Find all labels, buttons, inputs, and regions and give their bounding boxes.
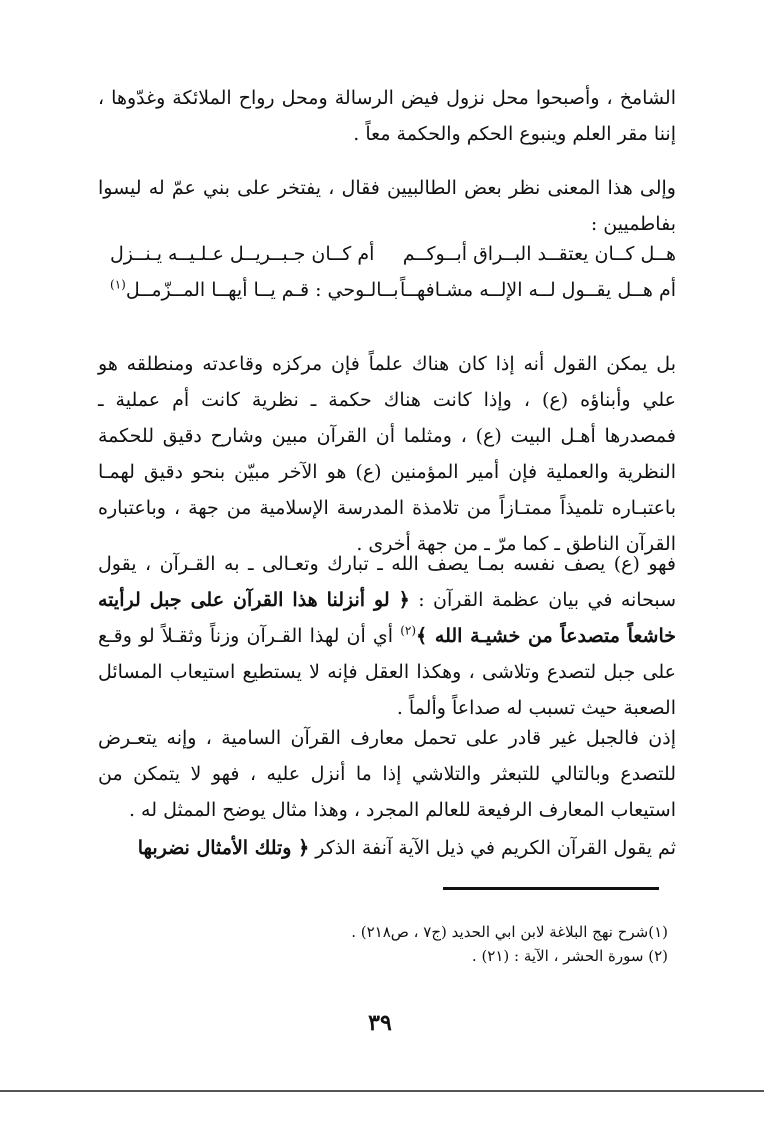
footnote-divider (443, 887, 659, 890)
page-edge-line (0, 1090, 764, 1092)
paragraph-4-end: أي أن لهذا القـرآن وزناً وثقـلاً لو وقـع على جبل لتصدع وتلاشى ، وهكذا العقل فإنه لا يستطيع استيعاب المسائل الصعبة حيث تسبب له صداعاً وألماً . (98, 625, 676, 719)
footnote-2: (٢) سورة الحشر ، الآية : (٢١) . (471, 947, 668, 965)
paragraph-1: الشامخ ، وأصبحوا محل نزول فيض الرسالة ومحل رواح الملائكة وغدّوها ، إننا مقر العلم وينبوع الحكم والحكمة معاً . (98, 87, 676, 145)
quran-verse: ﴿ وتلك الأمثال نضربها (137, 837, 310, 859)
footnote-ref: (٢) (400, 623, 417, 638)
poem-hemistich-right: أم هــل يقــول لــه الإلــه مشـافهــاً (399, 279, 676, 301)
footnotes (250, 920, 668, 968)
paragraph-6 (98, 830, 676, 866)
poem (110, 236, 676, 308)
footnote-1: (١)شرح نهج البلاغة لابن ابي الحديد (ج٧ ، ص٢١٨) . (351, 923, 668, 941)
paragraph-4 (98, 546, 676, 726)
poem-hemistich-text: بــالـوحي : قـم يــا أيهــا المــزّمــل (125, 279, 399, 301)
poem-hemistich-right: هــل كــان يعتقــد البــراق أبــوكــم (402, 243, 676, 265)
paragraph-2: وإلى هذا المعنى نظر بعض الطالبيين فقال ، يفتخر على بني عمّ له ليسوا بفاطميين : (98, 177, 676, 235)
page-number: ٣٩ (368, 1010, 392, 1036)
poem-verse-2 (110, 272, 676, 308)
poem-hemistich-left: أم كــان جـبــريــل عـلـيــه يـنــزل (110, 243, 375, 265)
footnote-ref: (١) (110, 277, 126, 292)
poem-hemistich-left (110, 272, 399, 308)
paragraph-6-start: ثم يقول القرآن الكريم في ذيل الآية آنفة الذكر (315, 837, 676, 859)
quran-verse: ﴿ لو أنزلنا هذا القرآن على جبل لرأيته خاشعاً متصدعاً من خشيـة الله ﴾ (98, 589, 676, 647)
paragraph-5: إذن فالجبل غير قادر على تحمل معارف القرآن السامية ، وإنه يتعـرض للتصدع وبالتالي للتبعثر والتلاشي إذا ما أنزل عليه ، فهو لا يتمكن من استيعاب المعارف الرفيعة للعالم المجرد ، وهذا مثال يوضح الممثل له . (98, 727, 677, 821)
paragraph-4-start: فهو (ع) يصف نفسه بمـا يصف الله ـ تبارك وتعـالى ـ به القـرآن ، يقول سبحانه في بيان عظمة القرآن : (98, 553, 676, 611)
paragraph-3: بل يمكن القول أنه إذا كان هناك علماً فإن مركزه وقاعدته ومنطلقه هو علي وأبناؤه (ع) ، وإذا كانت هناك حكمة ـ نظرية كانت أم عملية ـ فمصدرها أهـل البيت (ع) ، ومثلما أن القرآن مبين وشارح دقيق للحكمة النظرية والعملية فإن أمير المؤمنين (ع) هو الآخر مبيّن بنحو دقيق لهمـا باعتبـاره تلميذاً ممتـازاً من تلامذة المدرسة الإسلامية من جهة ، وباعتباره القرآن الناطق ـ كما مرّ ـ من جهة أخرى . (98, 353, 676, 555)
poem-verse-1 (110, 236, 676, 272)
